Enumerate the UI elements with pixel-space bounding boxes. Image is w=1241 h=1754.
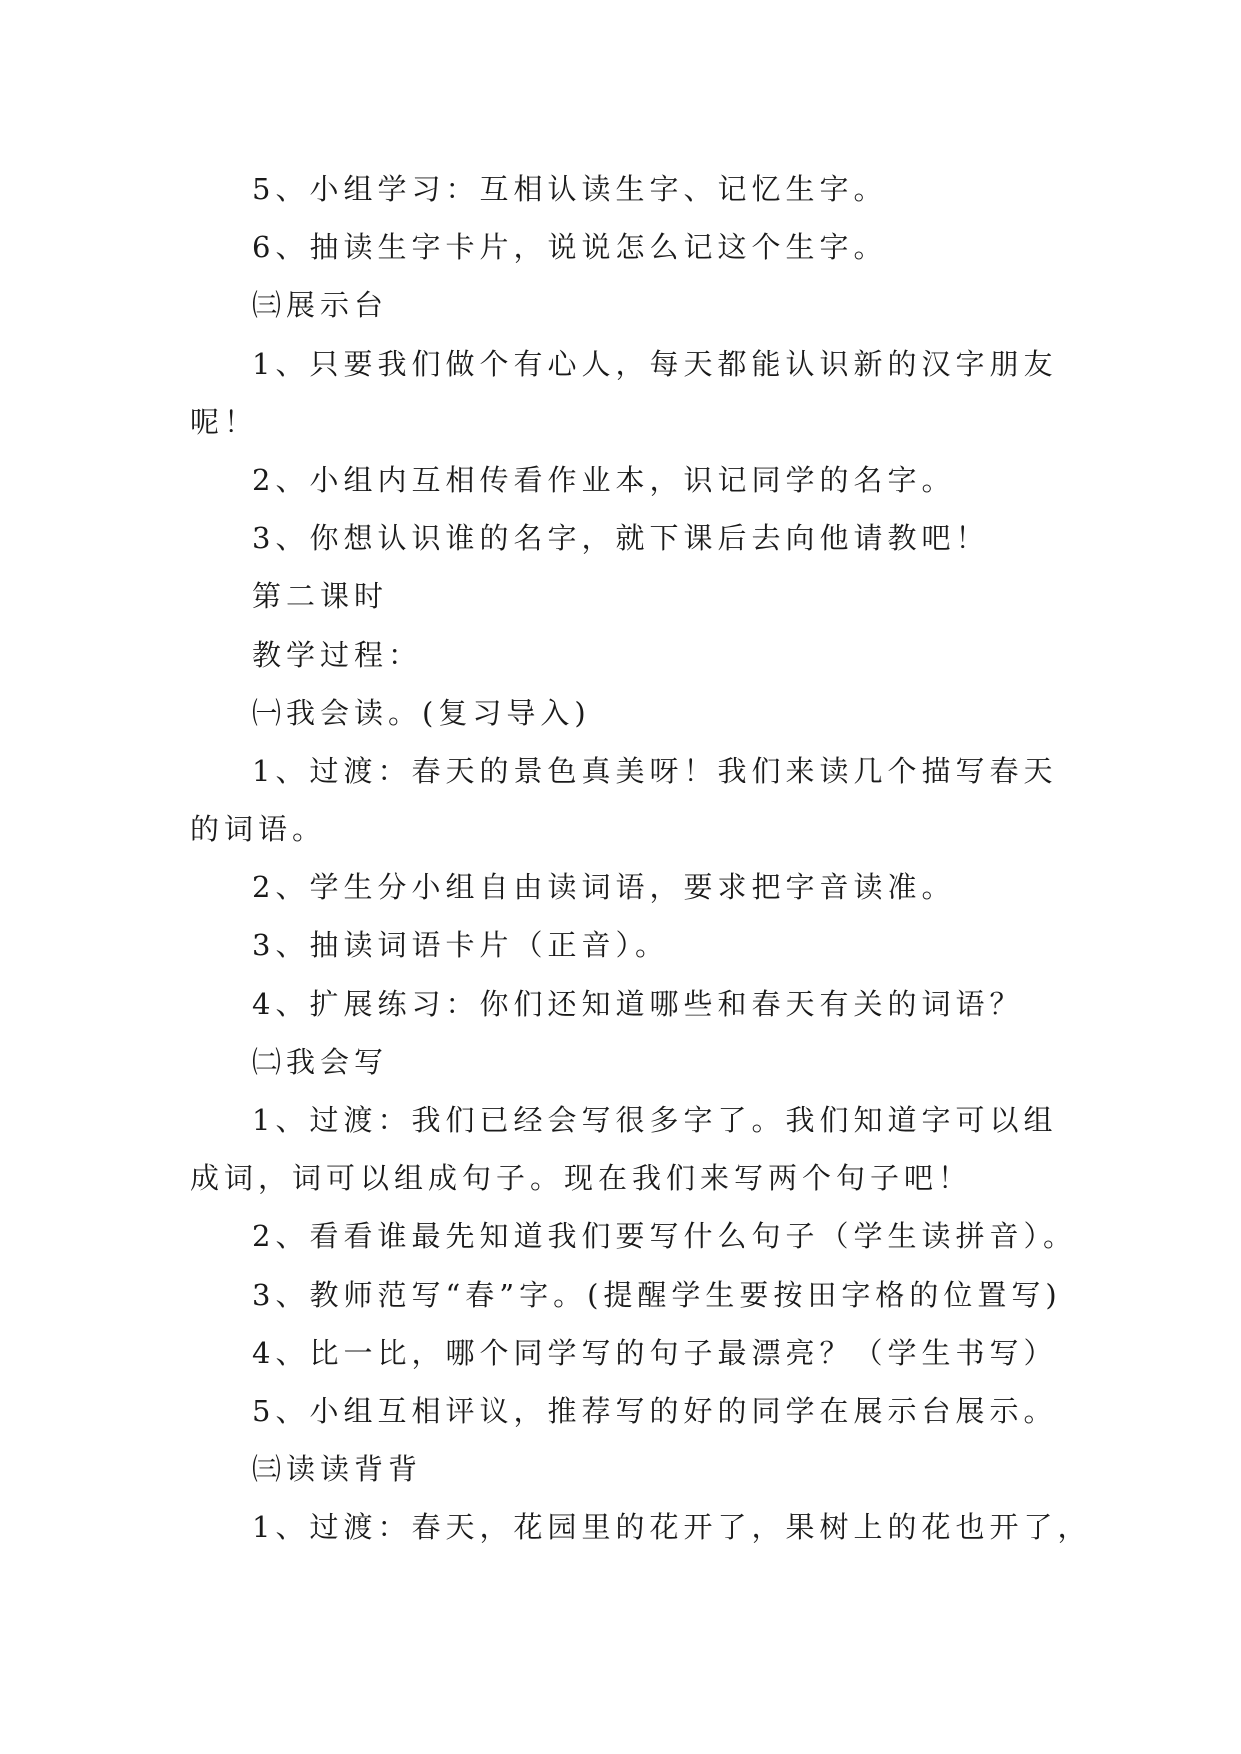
text-line: 第二课时 [252, 579, 389, 614]
text-line: 5、小组互相评议，推荐写的好的同学在展示台展示。 [252, 1393, 1058, 1428]
text-line: 6、抽读生字卡片，说说怎么记这个生字。 [252, 230, 888, 265]
text-line: 教学过程： [252, 637, 423, 672]
text-line: ㈢读读背背 [252, 1452, 423, 1487]
text-line: 成词，词可以组成句子。现在我们来写两个句子吧！ [190, 1161, 973, 1196]
text-line: 4、扩展练习：你们还知道哪些和春天有关的词语？ [252, 986, 1024, 1021]
text-line: 5、小组学习：互相认读生字、记忆生字。 [252, 172, 888, 206]
text-line: ㈡我会写 [252, 1044, 389, 1079]
text-line: 4、比一比，哪个同学写的句子最漂亮？（学生书写） [252, 1335, 1058, 1370]
text-line: 2、学生分小组自由读词语，要求把字音读准。 [252, 870, 956, 905]
text-line: 2、看看谁最先知道我们要写什么句子（学生读拼音）。 [252, 1219, 1077, 1254]
text-line: 呢！ [190, 404, 259, 439]
text-line: 2、小组内互相传看作业本，识记同学的名字。 [252, 462, 956, 497]
document-body [190, 160, 1092, 1557]
text-line: 1、过渡：春天的景色真美呀！我们来读几个描写春天 [252, 753, 1058, 788]
text-line: 1、只要我们做个有心人，每天都能认识新的汉字朋友 [252, 346, 1058, 381]
text-line: ㈢展示台 [252, 288, 389, 323]
text-line: 1、过渡：春天，花园里的花开了，果树上的花也开了， [252, 1510, 1092, 1545]
text-line: 3、你想认识谁的名字，就下课后去向他请教吧！ [252, 521, 990, 556]
text-line: 3、抽读词语卡片（正音）。 [252, 928, 669, 963]
text-line: 3、教师范写“春”字。(提醒学生要按田字格的位置写) [252, 1277, 1062, 1312]
text-line: 1、过渡：我们已经会写很多字了。我们知道字可以组 [252, 1103, 1058, 1137]
text-line: ㈠我会读。(复习导入) [252, 695, 591, 730]
text-line: 的词语。 [190, 812, 327, 847]
